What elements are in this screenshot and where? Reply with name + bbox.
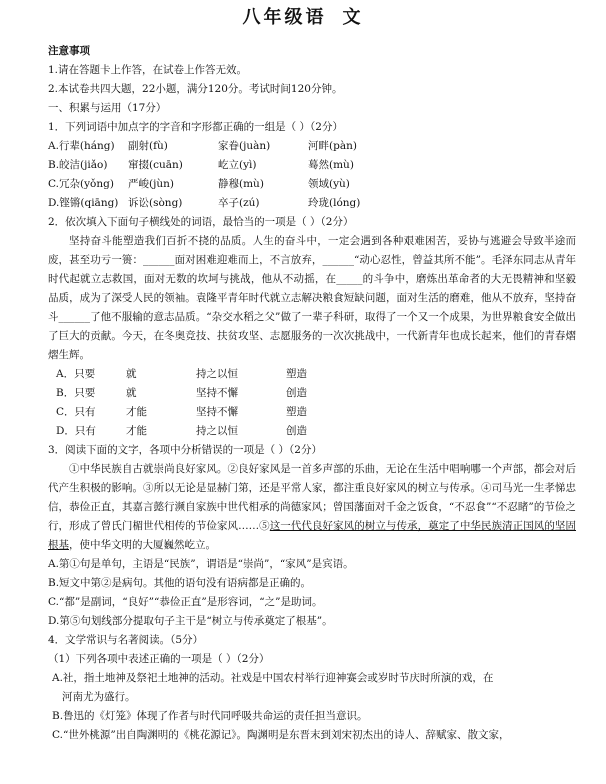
- q1-c-2: 严峻(jùn): [128, 178, 174, 190]
- question-3-passage: [48, 460, 576, 555]
- q1-b-1: B.皎洁(jiǎo): [48, 159, 108, 171]
- q2-a-3: 持之以恒: [196, 368, 238, 380]
- q2-a-4: 塑造: [286, 368, 307, 380]
- q2-c-1: C．只有: [56, 406, 96, 418]
- question-4-stem: 4．文学常识与名著阅读。（5分）: [48, 634, 204, 646]
- q2-b-3: 坚持不懈: [196, 387, 238, 399]
- q2-a-1: A．只要: [56, 368, 96, 380]
- q1-option-row: [48, 137, 576, 156]
- q1-c-1: C.冗杂(yǒng): [48, 178, 114, 190]
- exam-title: [0, 8, 606, 27]
- exam-title-part2: 文: [342, 7, 364, 28]
- q2-b-4: 创造: [286, 387, 307, 399]
- q1-a-4: 河畔(pàn): [308, 140, 357, 152]
- q4-option-b: B.鲁迅的《灯笼》体现了作者与时代同呼吸共命运的责任担当意识。: [52, 710, 368, 722]
- q2-d-2: 才能: [126, 425, 147, 437]
- q2-d-1: D．只有: [56, 425, 96, 437]
- q2-c-3: 坚持不懈: [196, 406, 238, 418]
- q2-option-row: [48, 403, 576, 422]
- q1-a-1: A.行辈(háng): [48, 140, 115, 152]
- q3-option-c: C.“都”是副词，“良好”“恭俭正直”是形容词，“之”是助词。: [48, 596, 323, 608]
- q2-d-3: 持之以恒: [196, 425, 238, 437]
- q1-c-4: 领域(yù): [308, 178, 350, 190]
- q1-b-4: 蓦然(mù): [308, 159, 354, 171]
- q1-option-row: [48, 175, 576, 194]
- q1-d-1: D.铿锵(qiāng): [48, 197, 119, 209]
- q3-passage-part1: ①中华民族自古就崇尚良好家风。②良好家风是一首多声部的乐曲，无论在生活中唱响哪一个声部，都会对后代产生积极的影响。③所以无论是显赫门第，还是平常人家，都注重良好家风的树立与传承。④司马光一生孝悌忠信，恭俭正直，其嘉言懿行濒自家族中世代相承的尚德家风；曾国藩面对千金之饭食，“不忍食”“不忍睹”的节俭之行，形成了曾氏门楣世代相传的节俭家风……⑤: [48, 463, 576, 532]
- q1-option-row: [48, 156, 576, 175]
- q1-c-3: 静穆(mù): [218, 178, 264, 190]
- q3-option-b: B.短文中第②是病句。其他的语句没有语病都是正确的。: [48, 577, 312, 589]
- q1-a-2: 副射(fù): [128, 140, 168, 152]
- q2-c-2: 才能: [126, 406, 147, 418]
- q1-d-2: 诉讼(sòng): [128, 197, 183, 209]
- q2-b-1: B．只要: [56, 387, 96, 399]
- q2-option-row: [48, 422, 576, 441]
- q2-a-2: 就: [126, 368, 137, 380]
- q3-option-d: D.第⑤句划线部分提取句子主干是“树立与传承奠定了根基”。: [48, 615, 333, 627]
- q2-b-2: 就: [126, 387, 137, 399]
- q1-option-row: [48, 194, 576, 213]
- note-2: 2.本试卷共四大题，22小题，满分120分。考试时间120分钟。: [48, 83, 343, 95]
- q1-b-2: 窜掇(cuān): [128, 159, 183, 171]
- question-1-stem: 1．下列词语中加点字的字音和字形都正确的一组是（ ）（2分）: [48, 121, 343, 133]
- q2-option-row: [48, 384, 576, 403]
- q2-c-4: 塑造: [286, 406, 307, 418]
- question-4-sub1: （1）下列各项中表述正确的一项是（ ）（2分）: [48, 653, 270, 665]
- q1-d-3: 卒子(zú): [218, 197, 260, 209]
- q1-b-3: 屹立(yì): [218, 159, 257, 171]
- note-1: 1.请在答题卡上作答，在试卷上作答无效。: [48, 64, 248, 76]
- exam-title-part1: 八年级语: [242, 7, 327, 28]
- q2-d-4: 创造: [286, 425, 307, 437]
- exam-content: [48, 42, 576, 745]
- question-2-stem: 2．依次填入下面句子横线处的词语，最恰当的一项是（ ）（2分）: [48, 216, 354, 228]
- q4-option-c: C.“世外桃源”出自陶渊明的《桃花源记》。陶渊明是东晋末到刘宋初杰出的诗人、辞赋家、散文家，: [52, 729, 510, 741]
- question-3-stem: 3．阅读下面的文字，各项中分析错误的一项是（ ）（2分）: [48, 444, 322, 456]
- notes-heading: 注意事项: [48, 45, 90, 57]
- q3-passage-underlined: 这一代代良好家风的树立与传承，奠定了中华民族清正国风的坚固根基: [48, 520, 576, 551]
- q2-option-row: [48, 365, 576, 384]
- question-2-passage: 坚持奋斗能塑造我们百折不挠的品质。人生的奋斗中，一定会遇到各种艰难困苦，妥协与逃避会导致半途而废，甚至功亏一篑：______面对困难迎难而上，不言放弃，______“动心忍性，曾益其所不能”。毛泽东同志从青年时代起就立志救国，面对无数的坎坷与挑战，他从不动摇，在_____的斗争中，磨炼出革命者的大无畏精神和坚毅品质，成为了深受人民的领袖。袁隆平青年时代就立志解决粮食短缺问题，面对生活的磨难，他从不放弃，坚持奋斗______了他不服输的意志品质。“杂交水稻之父”做了一辈子科研，取得了一个又一个成果，为世界粮食安全做出了巨大的贡献。今天，在冬奥竞技、扶贫攻坚、志愿服务的一次次挑战中，一代新青年也成长起来，他们的青春熠熠生辉。: [48, 235, 576, 361]
- q1-d-4: 玲珑(lóng): [308, 197, 361, 209]
- q3-passage-part2: ，使中华文明的大厦巍然屹立。: [69, 539, 216, 551]
- q3-option-a: A.第①句是单句，主语是“民族”，谓语是“崇尚”，“家风”是宾语。: [48, 558, 354, 570]
- q4-option-a-line1: A.社，指土地神及祭祀土地神的活动。社戏是中国农村举行迎神赛会或岁时节庆时所演的戏，在: [52, 672, 494, 684]
- q4-option-a-line2: 河南尤为盛行。: [62, 691, 136, 703]
- q1-a-3: 家眷(juàn): [218, 140, 271, 152]
- section-1-heading: 一、积累与运用（17分）: [48, 102, 167, 114]
